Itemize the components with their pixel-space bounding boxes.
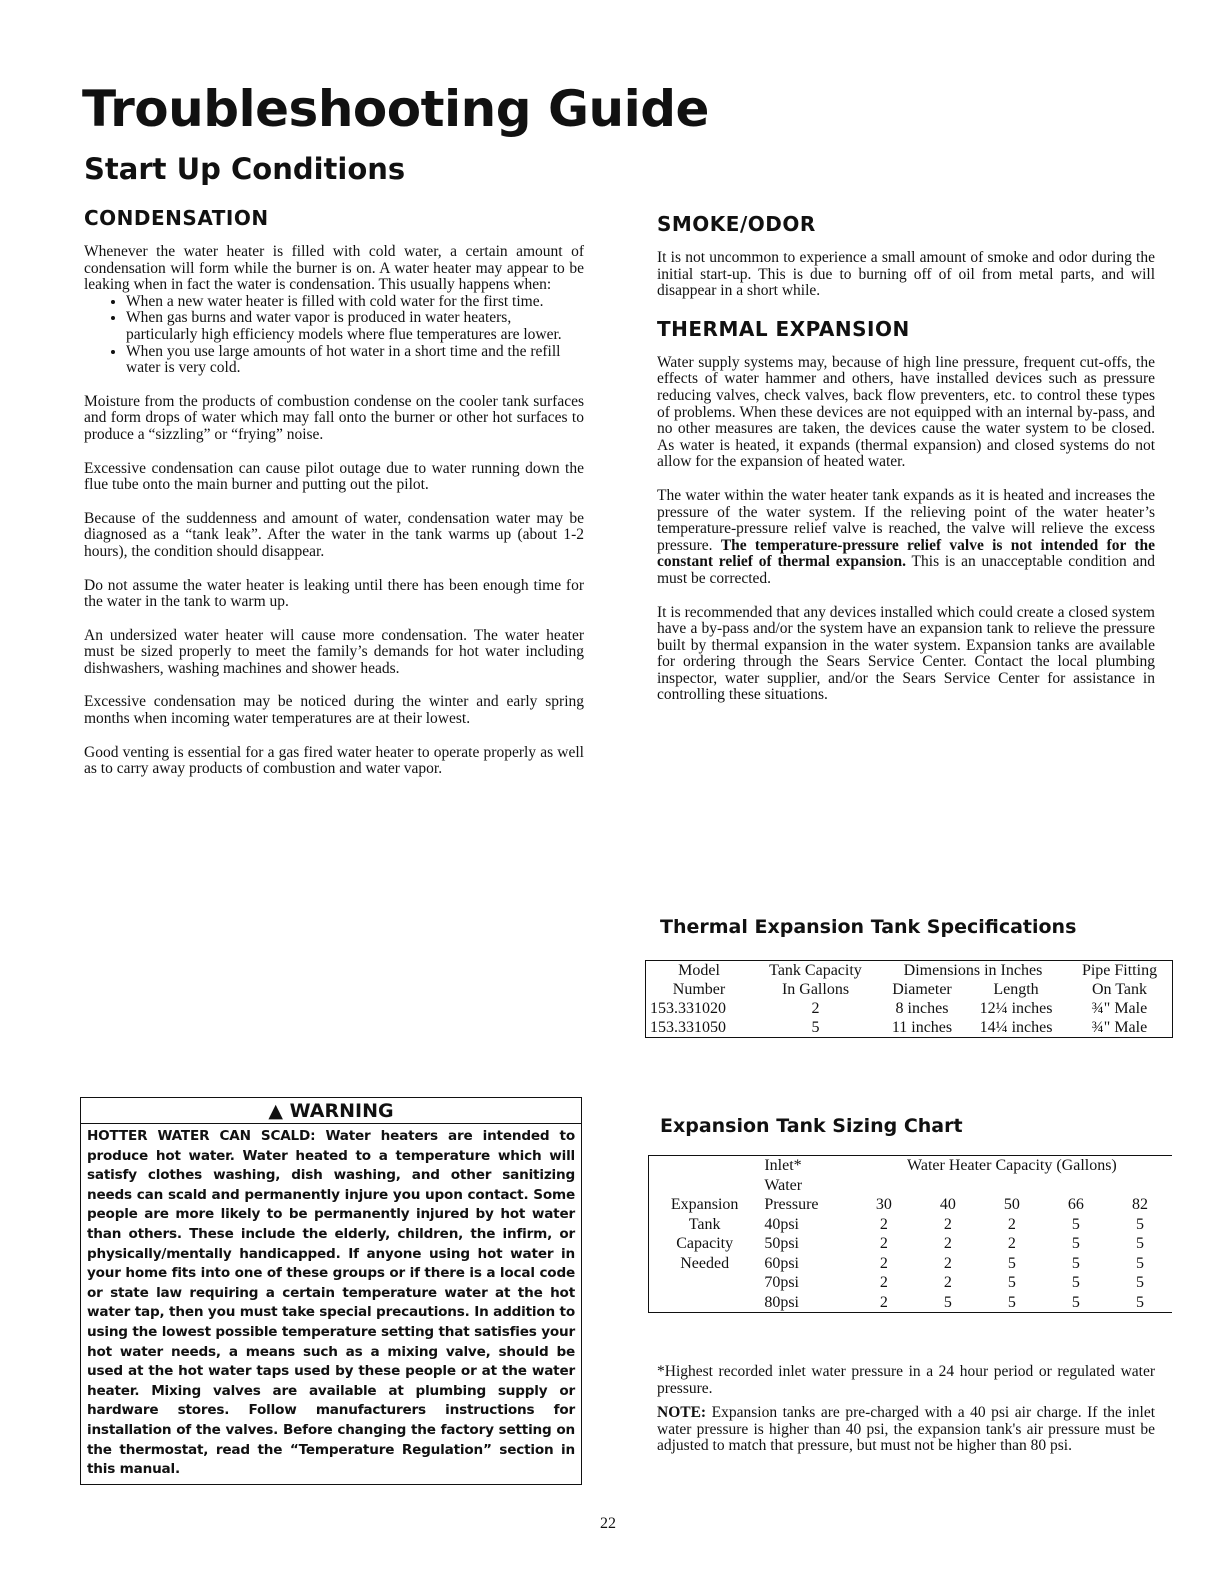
paragraph: Because of the suddenness and amount of water, condensation water may be diagnosed as a “tank leak”. After the water in the tank warms up (about 1-2 hours), the condition should disappear. xyxy=(84,509,584,560)
header-cell: Model xyxy=(678,962,720,979)
cell: ¾" Male xyxy=(1091,1019,1148,1036)
header-cell: On Tank xyxy=(1091,981,1148,998)
cell: 2 xyxy=(1007,1215,1016,1233)
right-column xyxy=(657,212,1155,721)
smoke-heading: SMOKE/ODOR xyxy=(657,212,816,236)
header-cell: Water Heater Capacity (Gallons) xyxy=(907,1157,1117,1174)
header-cell: Pipe Fitting xyxy=(1081,962,1158,979)
cell: 2 xyxy=(943,1274,952,1291)
cell: 2 xyxy=(943,1215,952,1233)
warning-header xyxy=(81,1098,581,1124)
cell: 11 inches xyxy=(891,1019,953,1036)
condensation-intro: Whenever the water heater is filled with cold water, a certain amount of condensation will form while the burner is on. A water heater may appear to be leaking when in fact the water is condensation. This usually happens when: xyxy=(84,243,584,294)
cell: 5 xyxy=(943,1293,952,1311)
spec-table-heading: Thermal Expansion Tank Specifications xyxy=(660,916,1077,938)
cell: 5 xyxy=(1071,1215,1080,1233)
cell: 2 xyxy=(879,1215,888,1233)
paragraph: Excessive condensation may be noticed during the winter and early spring months when incoming water temperatures are at their lowest. xyxy=(84,693,584,728)
cell: 2 xyxy=(943,1254,952,1272)
bullet-item: • When a new water heater is filled with cold water for the first time. xyxy=(126,294,584,311)
header-cell: 50 xyxy=(1003,1196,1020,1213)
cell: 12¼ inches xyxy=(979,1000,1053,1017)
cell: 5 xyxy=(1135,1215,1144,1233)
cell: 5 xyxy=(1071,1293,1080,1311)
table-row xyxy=(649,1254,1173,1274)
cell: 8 inches xyxy=(895,1000,949,1017)
note-paragraph xyxy=(657,1405,1155,1455)
cell: 5 xyxy=(1135,1254,1144,1272)
thermal-p1: Water supply systems may, because of high line pressure, frequent cut-offs, the effects of water hammer and others, have installed devices such as pressure reducing valves, check valves, back flow preventers, etc. to control these types of problems. When these devices are not equipped with an internal by-pass, and no other measures are taken, the devices cause the water system to be closed. As water is heated, it expands (thermal expansion) and closed systems do not allow for the expansion of heated water. xyxy=(657,353,1155,471)
paragraph: Do not assume the water heater is leaking until there has been enough time for the water in the tank to warm up. xyxy=(84,576,584,611)
table-row xyxy=(646,999,1173,1018)
header-cell: Pressure xyxy=(764,1196,819,1213)
spec-table xyxy=(645,960,1173,1038)
table-row xyxy=(649,1215,1173,1235)
section-title: Start Up Conditions xyxy=(84,152,406,186)
header-cell: 30 xyxy=(875,1196,892,1213)
cell: 153.331020 xyxy=(650,1000,726,1017)
paragraph: Moisture from the products of combustion condense on the cooler tank surfaces and form drops of water which may fall onto the burner or other hot surfaces to produce a “sizzling” or “frying” noise. xyxy=(84,392,584,443)
text: This is an unacceptable condition and must be corrected. xyxy=(657,553,1155,587)
header-cell: Dimensions in Inches xyxy=(903,962,1043,979)
cell: 40psi xyxy=(764,1215,799,1233)
cell: ¾" Male xyxy=(1091,1000,1148,1017)
side-label: Capacity xyxy=(676,1235,734,1252)
thermal-p3: It is recommended that any devices installed which could create a closed system have a by-pass and/or the system have an expansion tank to relieve the pressure built by thermal expansion in the water system. Expansion tanks are available for ordering through the Sears Service Center. Contact the local plumbing inspector, water supplier, and/or the Sears Service Center for assistance in controlling these situations. xyxy=(657,603,1155,704)
bullet-item: • When gas burns and water vapor is produced in water heaters, particularly high efficiency models where flue temperatures are lower. xyxy=(126,310,584,343)
condensation-heading: CONDENSATION xyxy=(84,206,269,230)
cell: 153.331050 xyxy=(650,1019,726,1036)
cell: 80psi xyxy=(764,1293,799,1311)
header-cell: 66 xyxy=(1067,1196,1084,1213)
cell: 5 xyxy=(1007,1254,1016,1272)
condensation-bullets xyxy=(84,294,584,377)
footnote: *Highest recorded inlet water pressure in a 24 hour period or regulated water pressure. xyxy=(657,1363,1155,1397)
cell: 2 xyxy=(1007,1235,1016,1252)
thermal-p2 xyxy=(657,488,1155,588)
cell: 50psi xyxy=(764,1235,799,1252)
note-text: Expansion tanks are pre-charged with a 40 psi air charge. If the inlet water pressure is higher than 40 psi, the expansion tank's air pressure must be adjusted to match that pressure, but must not be higher than 80 psi. xyxy=(657,1404,1155,1455)
side-label: Needed xyxy=(680,1254,730,1272)
cell: 5 xyxy=(1071,1274,1080,1291)
table-row xyxy=(649,1234,1173,1254)
sizing-table-heading: Expansion Tank Sizing Chart xyxy=(660,1115,963,1137)
spec-table-heading-wrap xyxy=(660,916,1076,950)
side-label: Expansion xyxy=(670,1196,739,1213)
header-cell: Inlet* xyxy=(764,1157,802,1174)
thermal-heading: THERMAL EXPANSION xyxy=(657,316,910,341)
warning-text: HOTTER WATER CAN SCALD: Water heaters are intended to produce hot water. Water heated to a temperature which will satisfy clothes washing, dish washing, and other sanitizing needs can scald and permanently injure you upon contact. Some people are more likely to be permanently injured by hot water than others. These include the elderly, children, the infirm, or physically/mentally handicapped. If anyone using hot water in your home fits into one of these groups or if there is a local code or state law requiring a certain temperature water at the hot water tap, then you must take special precautions. In addition to using the lowest possible temperature setting that satisfies your hot water needs, a means such as a mixing valve, should be used at the hot water taps used by these people or at the water heater. Mixing valves are available at plumbing supply or hardware stores. Follow manufacturers instructions for installation of the valves. Before changing the factory setting on the thermostat, read the “Temperature Regulation” section in this manual. xyxy=(87,1128,575,1478)
cell: 2 xyxy=(879,1293,888,1311)
cell: 2 xyxy=(879,1254,888,1272)
cell: 5 xyxy=(1071,1254,1080,1272)
paragraph: Good venting is essential for a gas fired water heater to operate properly as well as to carry away products of combustion and water vapor. xyxy=(84,743,584,778)
table-row xyxy=(649,1273,1173,1293)
cell: 2 xyxy=(811,1000,820,1017)
smoke-text: It is not uncommon to experience a small amount of smoke and odor during the initial start-up. This is due to burning off of oil from metal parts, and will disappear in a short while. xyxy=(657,249,1155,300)
cell: 5 xyxy=(1135,1293,1144,1311)
header-cell: Number xyxy=(672,981,726,998)
warning-triangle-icon: ▲ xyxy=(268,1100,284,1122)
sizing-heading-wrap xyxy=(660,1115,963,1149)
cell: 5 xyxy=(811,1019,820,1036)
header-cell: In Gallons xyxy=(781,981,850,998)
header-cell: Length xyxy=(993,981,1039,998)
table-row xyxy=(649,1293,1173,1313)
cell: 5 xyxy=(1135,1235,1144,1252)
cell: 2 xyxy=(879,1274,888,1291)
header-cell: 82 xyxy=(1131,1196,1148,1213)
note-label: NOTE: xyxy=(657,1404,707,1422)
header-cell: Tank Capacity xyxy=(769,962,862,979)
page-number: 22 xyxy=(600,1515,616,1532)
text: The water within the water heater tank expands as it is heated and increases the pressure of the water system. If the relieving point of the water heater’s temperature-pressure relief valve is reached, the valve will relieve the excess pressure. xyxy=(657,486,1155,554)
bullet-item: • When you use large amounts of hot water in a short time and the refill water is very cold. xyxy=(126,344,584,377)
warning-heading: WARNING xyxy=(289,1100,394,1122)
paragraph: An undersized water heater will cause more condensation. The water heater must be sized properly to meet the family’s demands for hot water including dishwashers, washing machines and shower heads. xyxy=(84,626,584,677)
cell: 2 xyxy=(879,1235,888,1252)
cell: 5 xyxy=(1071,1235,1080,1252)
header-cell: Diameter xyxy=(892,981,952,998)
cell: 5 xyxy=(1007,1274,1016,1291)
cell: 14¼ inches xyxy=(979,1019,1053,1036)
paragraph: Excessive condensation can cause pilot outage due to water running down the flue tube onto the main burner and putting out the pilot. xyxy=(84,459,584,494)
page-title: Troubleshooting Guide xyxy=(82,80,709,138)
cell: 2 xyxy=(943,1235,952,1252)
cell: 5 xyxy=(1007,1293,1016,1311)
header-cell: Water xyxy=(764,1176,803,1194)
condensation-section xyxy=(84,206,584,795)
warning-box xyxy=(80,1097,582,1485)
notes xyxy=(657,1364,1155,1472)
bold-text: The temperature-pressure relief valve is not intended for the constant relief of thermal expansion. xyxy=(657,536,1155,571)
cell: 70psi xyxy=(764,1274,799,1291)
cell: 60psi xyxy=(764,1254,799,1272)
cell: 5 xyxy=(1135,1274,1144,1291)
table-row xyxy=(646,1018,1173,1038)
side-label: Tank xyxy=(688,1215,721,1233)
sizing-table xyxy=(648,1155,1172,1313)
header-cell: 40 xyxy=(939,1196,956,1213)
